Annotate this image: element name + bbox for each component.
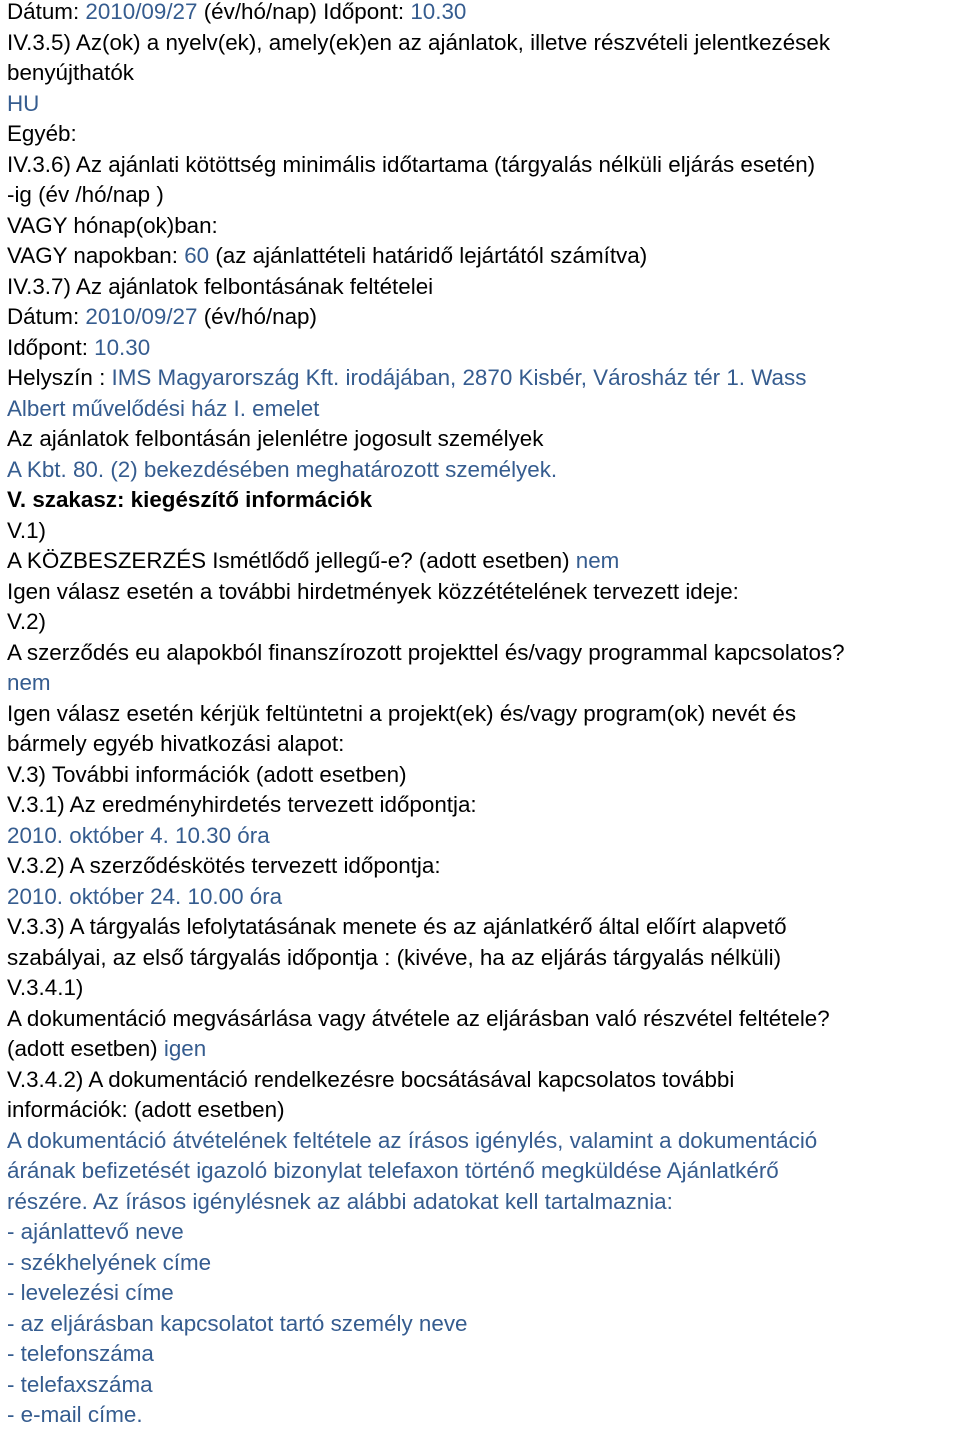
field-value: 2010/09/27 xyxy=(85,304,198,329)
document-line xyxy=(7,668,960,699)
field-label: VAGY napokban: xyxy=(7,243,185,268)
field-label: V.3.4.1) xyxy=(7,975,84,1000)
document-line xyxy=(7,272,960,303)
document-line xyxy=(7,912,960,943)
field-label: V.3.3) A tárgyalás lefolytatásának menete és az ajánlatkérő által előírt alapvető xyxy=(7,914,787,939)
field-label: V.2) xyxy=(7,609,47,634)
field-label: A dokumentáció megvásárlása vagy átvétele az eljárásban való részvétel feltétele? xyxy=(7,1005,830,1031)
field-label: A szerződés eu alapokból finanszírozott projekttel és/vagy programmal kapcsolatos? xyxy=(7,639,845,665)
document-line xyxy=(7,241,960,272)
document-line xyxy=(7,1309,960,1340)
field-value: nem xyxy=(7,670,51,695)
field-value: 2010. október 24. 10.00 óra xyxy=(7,883,283,909)
field-value: igen xyxy=(163,1036,207,1061)
field-label: információk: (adott esetben) xyxy=(7,1097,285,1122)
field-value: - telefaxszáma xyxy=(7,1371,153,1397)
field-label: Egyéb: xyxy=(7,121,77,146)
field-value: 2010/09/27 xyxy=(85,0,198,24)
field-label: V.1) xyxy=(7,517,47,543)
document-line xyxy=(7,28,960,59)
document-line xyxy=(7,394,960,425)
field-label: (év/hó/nap) xyxy=(197,304,317,329)
document-line xyxy=(7,180,960,211)
section-heading: V. szakasz: kiegészítő információk xyxy=(7,487,373,512)
field-value: - levelezési címe xyxy=(7,1280,174,1305)
field-label: (év/hó/nap) Időpont: xyxy=(197,0,411,24)
document-line xyxy=(7,0,960,28)
document-line xyxy=(7,577,960,608)
document-line xyxy=(7,150,960,181)
field-label: IV.3.7) Az ajánlatok felbontásának feltételei xyxy=(7,273,434,299)
document-line xyxy=(7,424,960,455)
document-line xyxy=(7,1339,960,1370)
field-value: árának befizetését igazoló bizonylat telefaxon történő megküldése Ajánlatkérő xyxy=(7,1158,779,1183)
document-line xyxy=(7,973,960,1004)
document-line xyxy=(7,363,960,394)
field-label: V.3.1) Az eredményhirdetés tervezett időpontja: xyxy=(7,792,477,817)
field-value: IMS Magyarország Kft. irodájában, 2870 Kisbér, Városház tér 1. Wass xyxy=(111,365,807,390)
document-line xyxy=(7,729,960,760)
field-label: Az ajánlatok felbontásán jelenlétre jogosult személyek xyxy=(7,426,544,451)
field-value: A dokumentáció átvételének feltétele az írásos igénylés, valamint a dokumentáció xyxy=(7,1127,818,1153)
document-line xyxy=(7,790,960,821)
document-line xyxy=(7,821,960,852)
field-value: - ajánlattevő neve xyxy=(7,1219,184,1244)
field-label: Időpont: xyxy=(7,334,95,360)
field-value: 10.30 xyxy=(410,0,467,24)
field-label: V.3.2) A szerződéskötés tervezett időpontja: xyxy=(7,853,441,878)
field-value: A Kbt. 80. (2) bekezdésében meghatározott személyek. xyxy=(7,456,558,482)
document-line xyxy=(7,1278,960,1309)
field-label: Dátum: xyxy=(7,0,86,24)
document-line xyxy=(7,1400,960,1431)
field-label: A KÖZBESZERZÉS Ismétlődő jellegű-e? (adott esetben) xyxy=(7,548,576,573)
document-line xyxy=(7,851,960,882)
field-value: - székhelyének címe xyxy=(7,1249,212,1275)
field-label: szabályai, az első tárgyalás időpontja : (kivéve, ha az eljárás tárgyalás nélküli) xyxy=(7,944,782,970)
field-label: Dátum: xyxy=(7,304,86,329)
field-value: Albert művelődési ház I. emelet xyxy=(7,395,320,421)
field-label: (az ajánlattételi határidő lejártától számítva) xyxy=(209,243,648,268)
field-value: 10.30 xyxy=(94,334,151,360)
field-label: V.3.4.2) A dokumentáció rendelkezésre bocsátásával kapcsolatos további xyxy=(7,1066,735,1092)
document-line xyxy=(7,516,960,547)
document-line xyxy=(7,333,960,364)
field-label: V.3) További információk (adott esetben) xyxy=(7,761,407,787)
field-label: Igen válasz esetén a további hirdetmények közzétételének tervezett ideje: xyxy=(7,578,739,604)
field-label: (adott esetben) xyxy=(7,1036,164,1061)
document-line xyxy=(7,485,960,516)
document-line xyxy=(7,1065,960,1096)
document-line xyxy=(7,1004,960,1035)
document-line xyxy=(7,211,960,242)
field-label: bármely egyéb hivatkozási alapot: xyxy=(7,731,345,756)
document-line xyxy=(7,638,960,669)
document-line xyxy=(7,89,960,120)
document-line xyxy=(7,302,960,333)
document-line xyxy=(7,1217,960,1248)
document-line xyxy=(7,882,960,913)
field-value: - e-mail címe. xyxy=(7,1402,143,1427)
document-line xyxy=(7,1370,960,1401)
field-value: részére. Az írásos igénylésnek az alábbi adatokat kell tartalmaznia: xyxy=(7,1188,673,1214)
field-value: - az eljárásban kapcsolatot tartó személy neve xyxy=(7,1310,468,1336)
document-line xyxy=(7,546,960,577)
field-value: 60 xyxy=(184,243,210,268)
document-line xyxy=(7,1034,960,1065)
field-label: benyújthatók xyxy=(7,60,134,85)
document-line xyxy=(7,119,960,150)
field-label: IV.3.6) Az ajánlati kötöttség minimális időtartama (tárgyalás nélküli eljárás esetén) xyxy=(7,151,816,177)
document-line xyxy=(7,699,960,730)
document-line xyxy=(7,1248,960,1279)
document-line xyxy=(7,58,960,89)
field-value: 2010. október 4. 10.30 óra xyxy=(7,822,270,848)
field-label: VAGY hónap(ok)ban: xyxy=(7,212,218,238)
field-value: HU xyxy=(7,90,40,116)
document-line xyxy=(7,1095,960,1126)
field-label: Helyszín : xyxy=(7,365,112,390)
document-line xyxy=(7,1156,960,1187)
field-value: nem xyxy=(575,548,620,573)
document-line xyxy=(7,943,960,974)
field-label: Igen válasz esetén kérjük feltüntetni a projekt(ek) és/vagy program(ok) nevét és xyxy=(7,700,797,726)
document-line xyxy=(7,1126,960,1157)
document-line xyxy=(7,1187,960,1218)
field-label: IV.3.5) Az(ok) a nyelv(ek), amely(ek)en az ajánlatok, illetve részvételi jelentkezések xyxy=(7,29,831,55)
document-line xyxy=(7,760,960,791)
document-line xyxy=(7,607,960,638)
field-value: - telefonszáma xyxy=(7,1341,154,1366)
field-label: -ig (év /hó/nap ) xyxy=(7,182,164,207)
document-line xyxy=(7,455,960,486)
